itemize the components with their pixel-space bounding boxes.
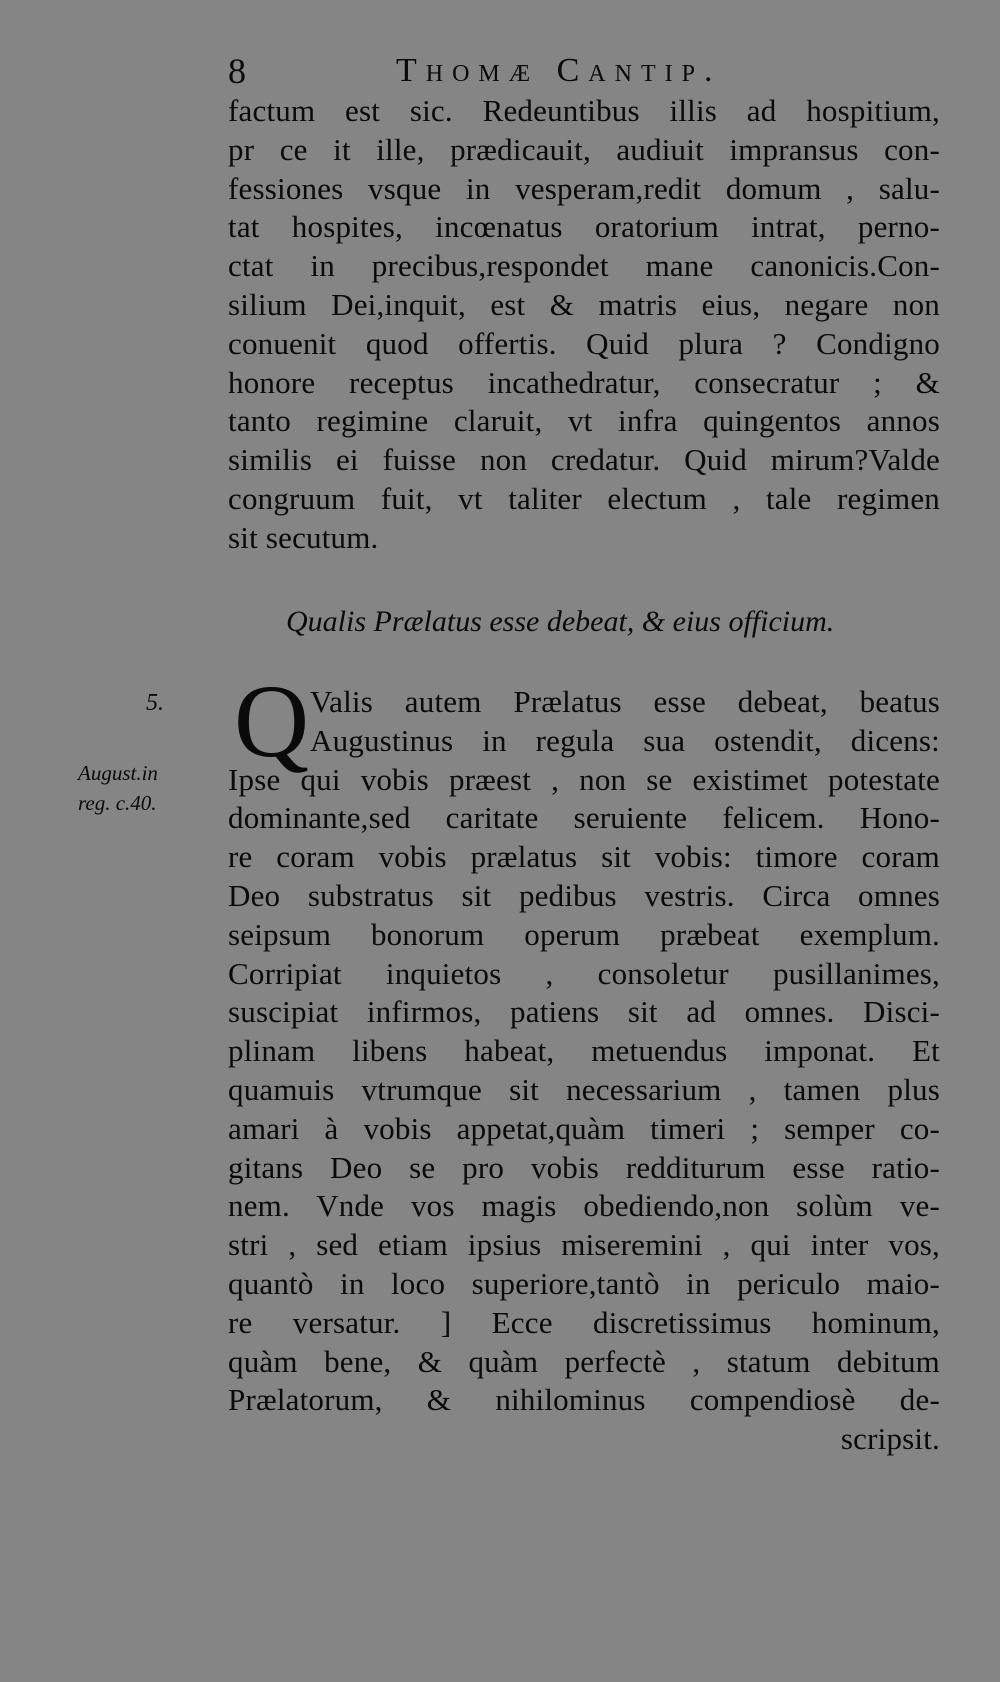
text-line: quantò in loco superiore,tantò in periculo maio- [228,1265,940,1301]
text-line: Prælatorum, & nihilominus compendiosè de- [228,1382,940,1418]
text-line: plinam libens habeat, metuendus imponat. Et [228,1033,940,1069]
page-header [228,46,948,96]
text-line: ctat in precibus,respondet mane canonicis.Con- [228,248,940,284]
margin-section-number: 5. [146,690,164,716]
text-line: Ipse qui vobis præest , non se existimet potestate [228,761,940,797]
section-heading: Qualis Prælatus esse debeat, & eius officium. [286,605,835,638]
text-line: nem. Vnde vos magis obediendo,non solùm ve- [228,1188,940,1224]
text-line: sit secutum. [228,519,379,555]
text-line: stri , sed etiam ipsius miseremini , qui inter vos, [228,1227,940,1263]
page-number: 8 [228,51,246,91]
text-line: congruum fuit, vt taliter electum , tale regimen [228,480,940,516]
running-head: Thomæ Cantip. [396,52,722,89]
text-line: suscipiat infirmos, patiens sit ad omnes. Disci- [228,994,940,1030]
text-line: tanto regimine claruit, vt infra quingentos annos [228,403,940,439]
text-line: re coram vobis prælatus sit vobis: timore coram [228,839,940,875]
text-line: quàm bene, & quàm perfectè , statum debitum [228,1343,940,1379]
text-line: Augustinus in regula sua ostendit, dicens: [310,722,940,758]
text-line: conuenit quod offertis. Quid plura ? Condigno [228,325,940,361]
text-line: silium Dei,inquit, est & matris eius, negare non [228,286,940,322]
margin-reference-line: reg. c.40. [78,791,157,815]
text-line: re versatur. ] Ecce discretissimus hominum, [228,1304,940,1340]
text-line: amari à vobis appetat,quàm timeri ; semper co- [228,1110,940,1146]
text-line: seipsum bonorum operum præbeat exemplum. [228,916,940,952]
text-line: honore receptus incathedratur, consecratur ; & [228,364,940,400]
text-line: Valis autem Prælatus esse debeat, beatus [310,684,940,719]
text-line-final: scripsit. [840,1421,940,1457]
text-line: quamuis vtrumque sit necessarium , tamen plus [228,1071,940,1107]
drop-cap: Q [234,664,310,779]
margin-reference-line: August.in [78,761,158,785]
text-line: tat hospites, incœnatus oratorium intrat, perno- [228,209,940,245]
text-line: fessiones vsque in vesperam,redit domum , salu- [228,170,940,206]
text-line: similis ei fuisse non credatur. Quid mirum?Valde [228,442,940,478]
text-line: pr ce it ille, prædicauit, audiuit impransus con- [228,131,940,167]
margin-reference [78,758,158,818]
text-line: gitans Deo se pro vobis redditurum esse ratio- [228,1149,940,1185]
paragraph-2 [228,683,940,1459]
text-line: Deo substratus sit pedibus vestris. Circa omnes [228,877,940,913]
paragraph-1 [228,92,940,558]
text-line: Corripiat inquietos , consoletur pusillanimes, [228,955,940,991]
text-line: dominante,sed caritate seruiente felicem. Hono- [228,800,940,836]
text-line: factum est sic. Redeuntibus illis ad hospitium, [228,93,940,128]
